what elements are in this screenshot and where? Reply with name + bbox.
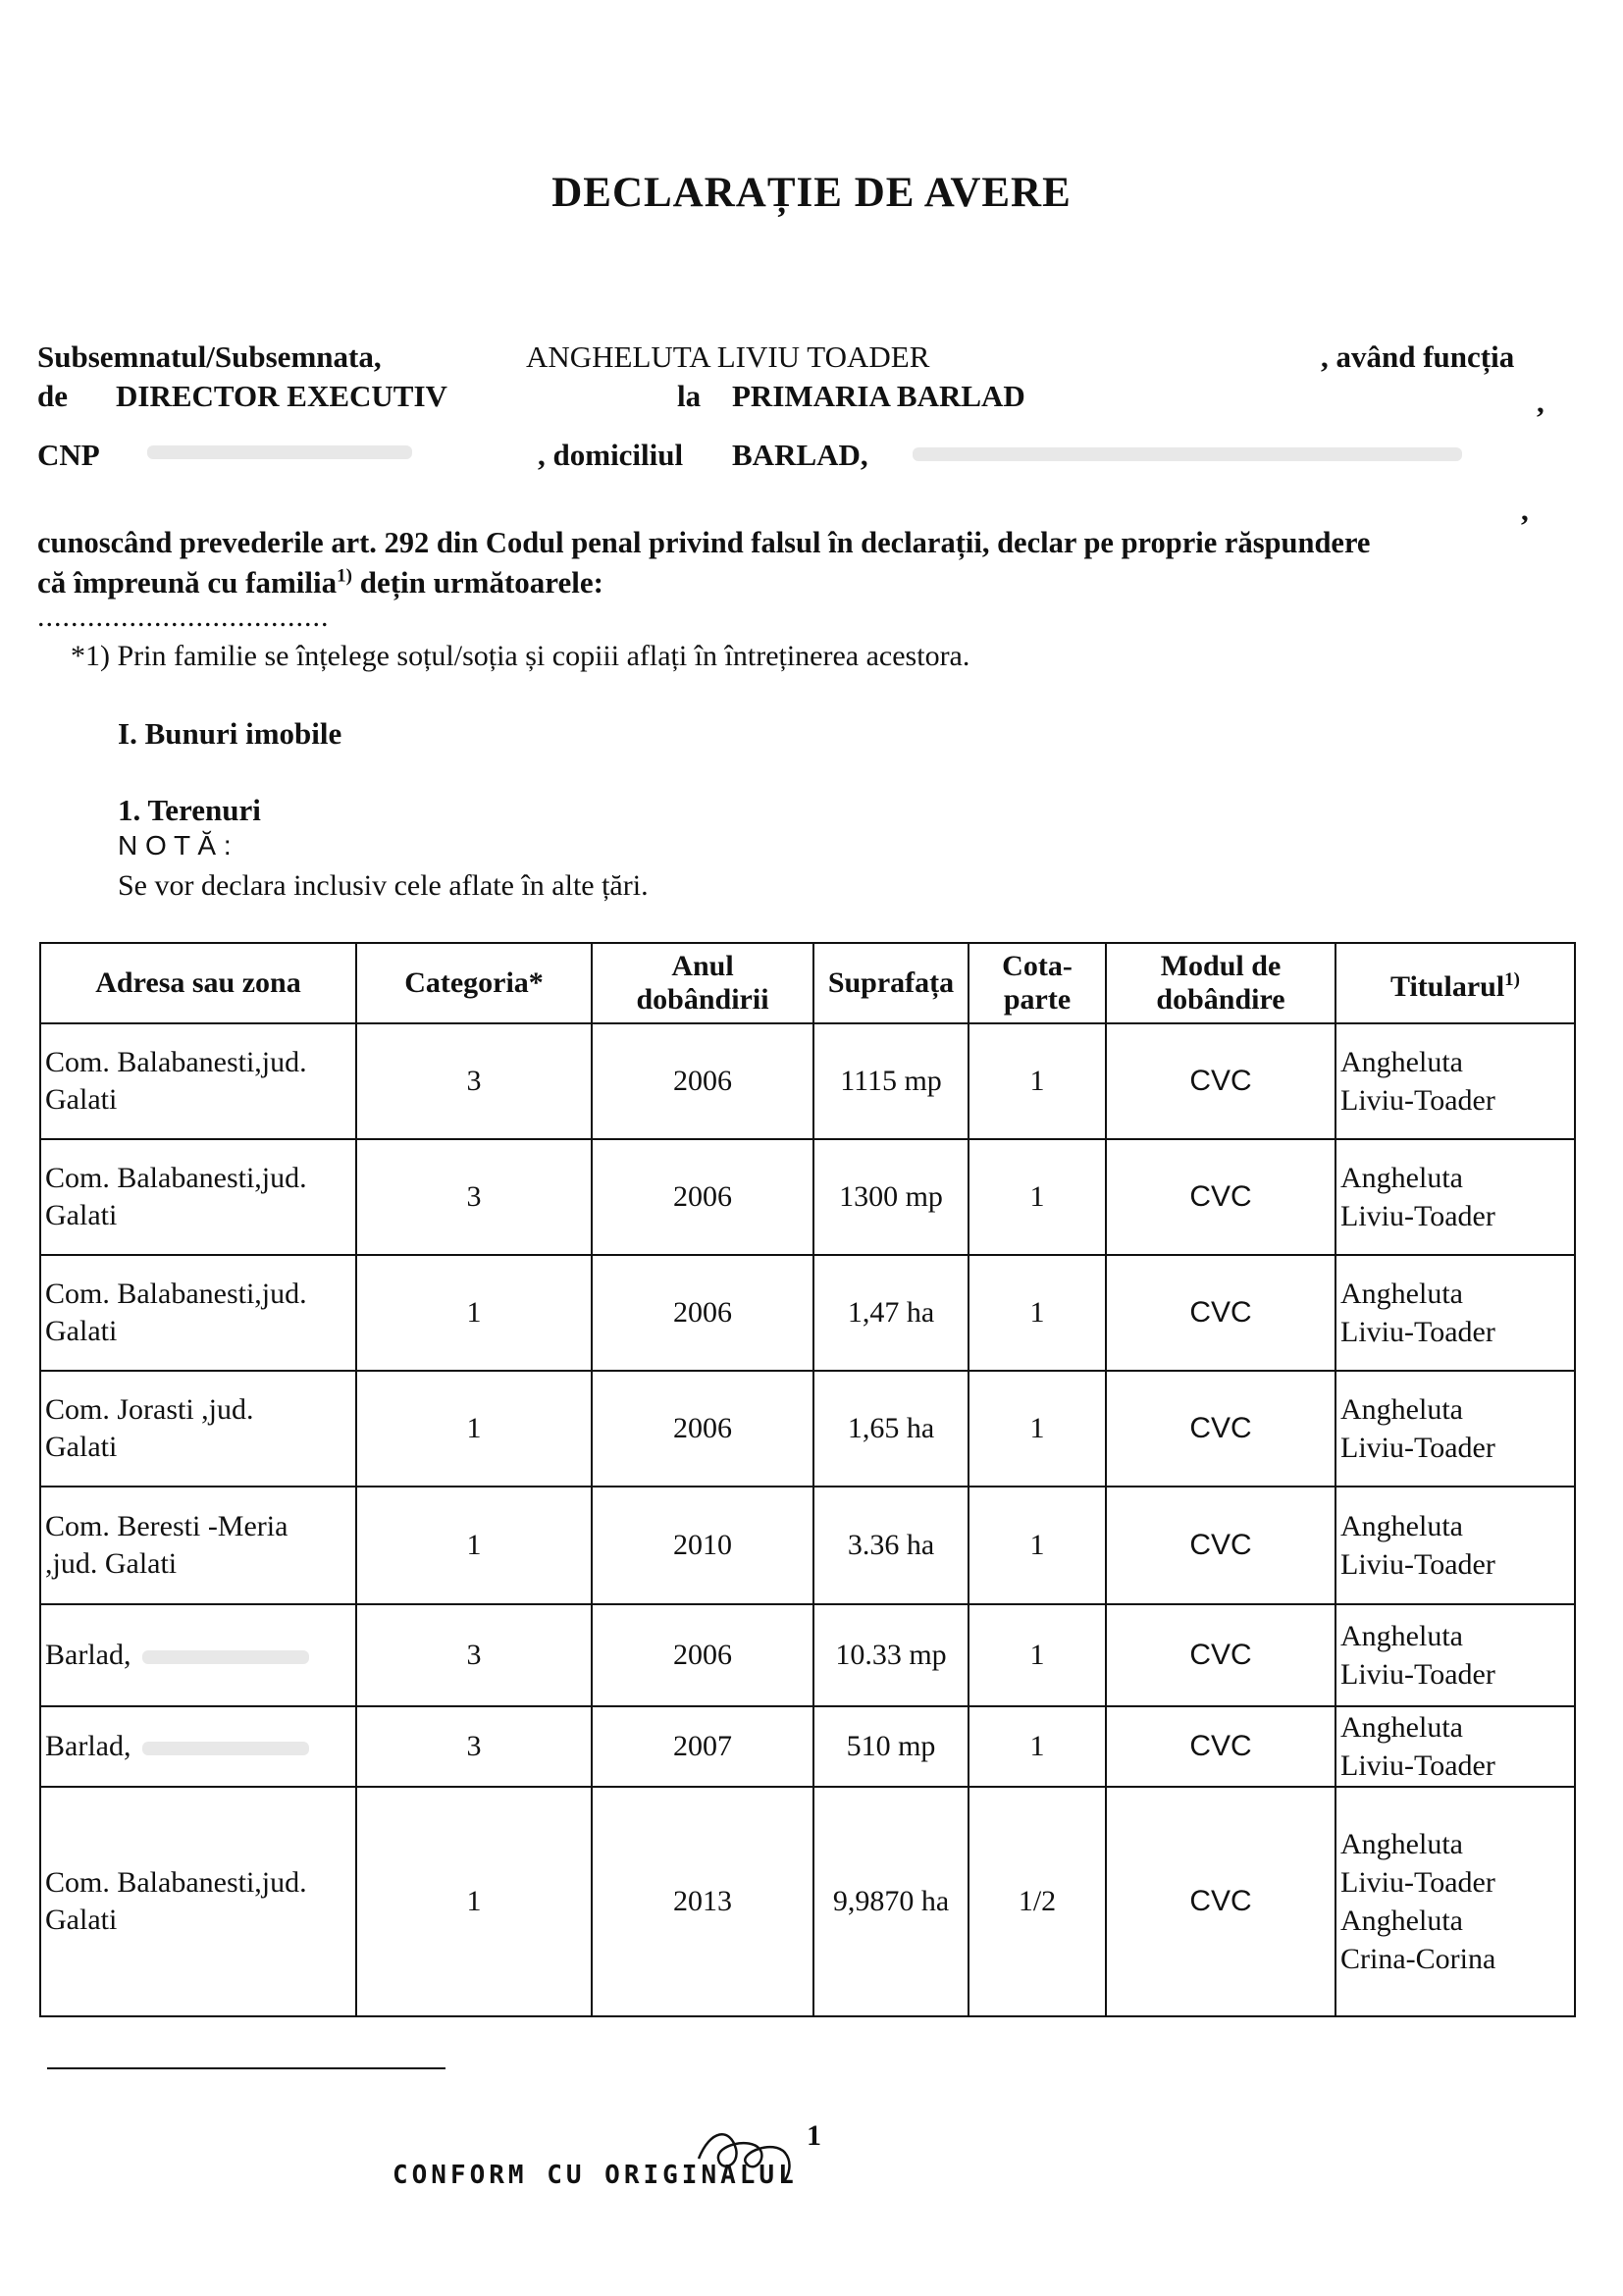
cell-line: ,jud. Galati: [45, 1547, 178, 1580]
cell-mode: CVC: [1106, 1787, 1335, 2016]
cell-line: Crina-Corina: [1340, 1943, 1496, 1975]
redacted-address-cell: [142, 1742, 309, 1755]
nota-text: Se vor declara inclusiv cele aflate în alte țări.: [118, 869, 649, 902]
cell-holder: [1335, 1371, 1575, 1487]
cell-address: [40, 1371, 356, 1487]
cell-area: 1300 mp: [813, 1139, 969, 1255]
cell-line: Angheluta: [1340, 1711, 1463, 1744]
header-mode-line1: Modul de: [1160, 950, 1282, 982]
cnp-label: CNP: [37, 438, 100, 472]
table-row: [40, 1023, 1575, 1139]
cell-line: Liviu-Toader: [1340, 1548, 1495, 1581]
cell-holder: [1335, 1023, 1575, 1139]
cell-line: Barlad,: [45, 1639, 131, 1671]
cell-mode: CVC: [1106, 1604, 1335, 1706]
cell-line: Com. Jorasti ,jud.: [45, 1393, 254, 1426]
cell-holder: [1335, 1787, 1575, 2016]
redacted-address-cell: [142, 1650, 309, 1664]
cell-area: 10.33 mp: [813, 1604, 969, 1706]
redacted-cnp: [147, 445, 412, 459]
table-row: [40, 1139, 1575, 1255]
cell-line: Angheluta: [1340, 1278, 1463, 1310]
cell-mode: CVC: [1106, 1487, 1335, 1604]
header-share: [969, 943, 1106, 1023]
cell-area: 1,47 ha: [813, 1255, 969, 1371]
header-area: Suprafața: [813, 943, 969, 1023]
function-label: , având funcția: [1321, 339, 1515, 374]
cell-category: 3: [356, 1139, 592, 1255]
cell-address: [40, 1487, 356, 1604]
cell-line: Liviu-Toader: [1340, 1084, 1495, 1117]
cell-share: 1: [969, 1255, 1106, 1371]
cell-line: Liviu-Toader: [1340, 1658, 1495, 1691]
cell-year: 2006: [592, 1604, 813, 1706]
cell-mode: CVC: [1106, 1371, 1335, 1487]
cell-category: 1: [356, 1487, 592, 1604]
cell-address: [40, 1604, 356, 1706]
cell-address: [40, 1023, 356, 1139]
cell-line: Galati: [45, 1904, 118, 1936]
table-row: [40, 1706, 1575, 1787]
cell-line: Angheluta: [1340, 1510, 1463, 1542]
table-row: [40, 1255, 1575, 1371]
cell-line: Com. Balabanesti,jud.: [45, 1866, 307, 1899]
header-holder: [1335, 943, 1575, 1023]
stray-comma: ,: [1521, 493, 1529, 527]
cell-year: 2006: [592, 1023, 813, 1139]
cell-year: 2006: [592, 1371, 813, 1487]
cell-share: 1: [969, 1706, 1106, 1787]
cell-year: 2013: [592, 1787, 813, 2016]
cell-line: Com. Balabanesti,jud.: [45, 1046, 307, 1078]
cell-holder: [1335, 1706, 1575, 1787]
nota-label: N O T Ă :: [118, 830, 232, 861]
cell-area: 510 mp: [813, 1706, 969, 1787]
cell-line: Liviu-Toader: [1340, 1200, 1495, 1232]
cell-line: Liviu-Toader: [1340, 1749, 1495, 1782]
cell-area: 9,9870 ha: [813, 1787, 969, 2016]
header-mode: [1106, 943, 1335, 1023]
page-number: 1: [807, 2119, 821, 2152]
domicile-label: , domiciliul: [538, 438, 684, 472]
cell-line: Angheluta: [1340, 1046, 1463, 1078]
cell-line: Liviu-Toader: [1340, 1432, 1495, 1464]
declarant-name: ANGHELUTA LIVIU TOADER: [526, 339, 930, 374]
cell-share: 1: [969, 1604, 1106, 1706]
header-share-line1: Cota-: [1002, 950, 1073, 982]
cell-address: [40, 1139, 356, 1255]
dotted-rule: ...................................: [37, 600, 330, 633]
cell-line: Com. Beresti -Meria: [45, 1510, 288, 1542]
cell-holder: [1335, 1604, 1575, 1706]
cell-year: 2006: [592, 1255, 813, 1371]
land-table: [39, 942, 1576, 2017]
cell-line: Angheluta: [1340, 1393, 1463, 1426]
cell-line: Barlad,: [45, 1730, 131, 1762]
institution-value: PRIMARIA BARLAD: [732, 379, 1025, 413]
cell-holder: [1335, 1255, 1575, 1371]
de-label: de: [37, 379, 68, 413]
family-footnote: *1) Prin familie se înțelege soțul/soția și copiii aflați în întreținerea acestora.: [71, 640, 970, 672]
cell-category: 3: [356, 1706, 592, 1787]
statement-line-2-a: că împreună cu familia: [37, 565, 338, 600]
cell-category: 1: [356, 1371, 592, 1487]
cell-line: Liviu-Toader: [1340, 1866, 1495, 1899]
table-row: [40, 1604, 1575, 1706]
table-row: [40, 1371, 1575, 1487]
table-row: [40, 1487, 1575, 1604]
line2-comma: ,: [1537, 385, 1544, 419]
signature-icon: [691, 2119, 799, 2188]
table-header-row: [40, 943, 1575, 1023]
header-holder-text: Titularul: [1390, 969, 1505, 1003]
cell-line: Com. Balabanesti,jud.: [45, 1162, 307, 1194]
cell-category: 3: [356, 1604, 592, 1706]
cell-address: [40, 1255, 356, 1371]
cell-area: 3.36 ha: [813, 1487, 969, 1604]
original-stamp: CONFORM CU ORIGINALUL: [393, 2161, 798, 2190]
cell-line: Com. Balabanesti,jud.: [45, 1278, 307, 1310]
declarant-label: Subsemnatul/Subsemnata,: [37, 339, 382, 374]
redacted-address: [913, 447, 1462, 461]
cell-line: Angheluta: [1340, 1828, 1463, 1860]
cell-mode: CVC: [1106, 1139, 1335, 1255]
cell-line: Galati: [45, 1199, 118, 1231]
header-year-line1: Anul: [671, 950, 734, 982]
cell-holder: [1335, 1487, 1575, 1604]
la-label: la: [677, 379, 702, 413]
function-value: DIRECTOR EXECUTIV: [116, 379, 447, 413]
section-heading: I. Bunuri imobile: [118, 716, 342, 751]
cell-address: [40, 1706, 356, 1787]
header-share-line2: parte: [1003, 983, 1072, 1016]
statement-sup: 1): [337, 565, 352, 587]
cell-share: 1/2: [969, 1787, 1106, 2016]
cell-year: 2007: [592, 1706, 813, 1787]
cell-address: [40, 1787, 356, 2016]
cell-mode: CVC: [1106, 1023, 1335, 1139]
cell-category: 1: [356, 1255, 592, 1371]
cell-share: 1: [969, 1139, 1106, 1255]
statement-line-2: [37, 565, 603, 600]
cell-line: Galati: [45, 1083, 118, 1116]
table-row: [40, 1787, 1575, 2016]
subsection-heading: 1. Terenuri: [118, 793, 261, 827]
cell-line: Angheluta: [1340, 1620, 1463, 1652]
cell-line: Galati: [45, 1315, 118, 1347]
cell-line: Angheluta: [1340, 1905, 1463, 1937]
cell-category: 1: [356, 1787, 592, 2016]
statement-line-1: cunoscând prevederile art. 292 din Codul penal privind falsul în declarații, declar pe proprie răspundere: [37, 526, 1371, 559]
header-address: Adresa sau zona: [40, 943, 356, 1023]
cell-category: 3: [356, 1023, 592, 1139]
header-category: Categoria*: [356, 943, 592, 1023]
cell-share: 1: [969, 1487, 1106, 1604]
cell-year: 2006: [592, 1139, 813, 1255]
header-year: [592, 943, 813, 1023]
cell-area: 1,65 ha: [813, 1371, 969, 1487]
cell-year: 2010: [592, 1487, 813, 1604]
header-holder-sup: 1): [1504, 968, 1520, 990]
header-mode-line2: dobândire: [1156, 983, 1285, 1016]
cell-line: Liviu-Toader: [1340, 1316, 1495, 1348]
cell-mode: CVC: [1106, 1255, 1335, 1371]
cell-share: 1: [969, 1371, 1106, 1487]
statement-line-2-b: dețin următoarele:: [351, 565, 603, 600]
cell-mode: CVC: [1106, 1706, 1335, 1787]
header-year-line2: dobândirii: [636, 983, 769, 1016]
footnote-rule: [47, 2067, 445, 2069]
cell-line: Angheluta: [1340, 1162, 1463, 1194]
cell-share: 1: [969, 1023, 1106, 1139]
document-title: DECLARAȚIE DE AVERE: [551, 170, 1072, 216]
cell-area: 1115 mp: [813, 1023, 969, 1139]
domicile-value: BARLAD,: [732, 438, 868, 472]
cell-holder: [1335, 1139, 1575, 1255]
cell-line: Galati: [45, 1431, 118, 1463]
